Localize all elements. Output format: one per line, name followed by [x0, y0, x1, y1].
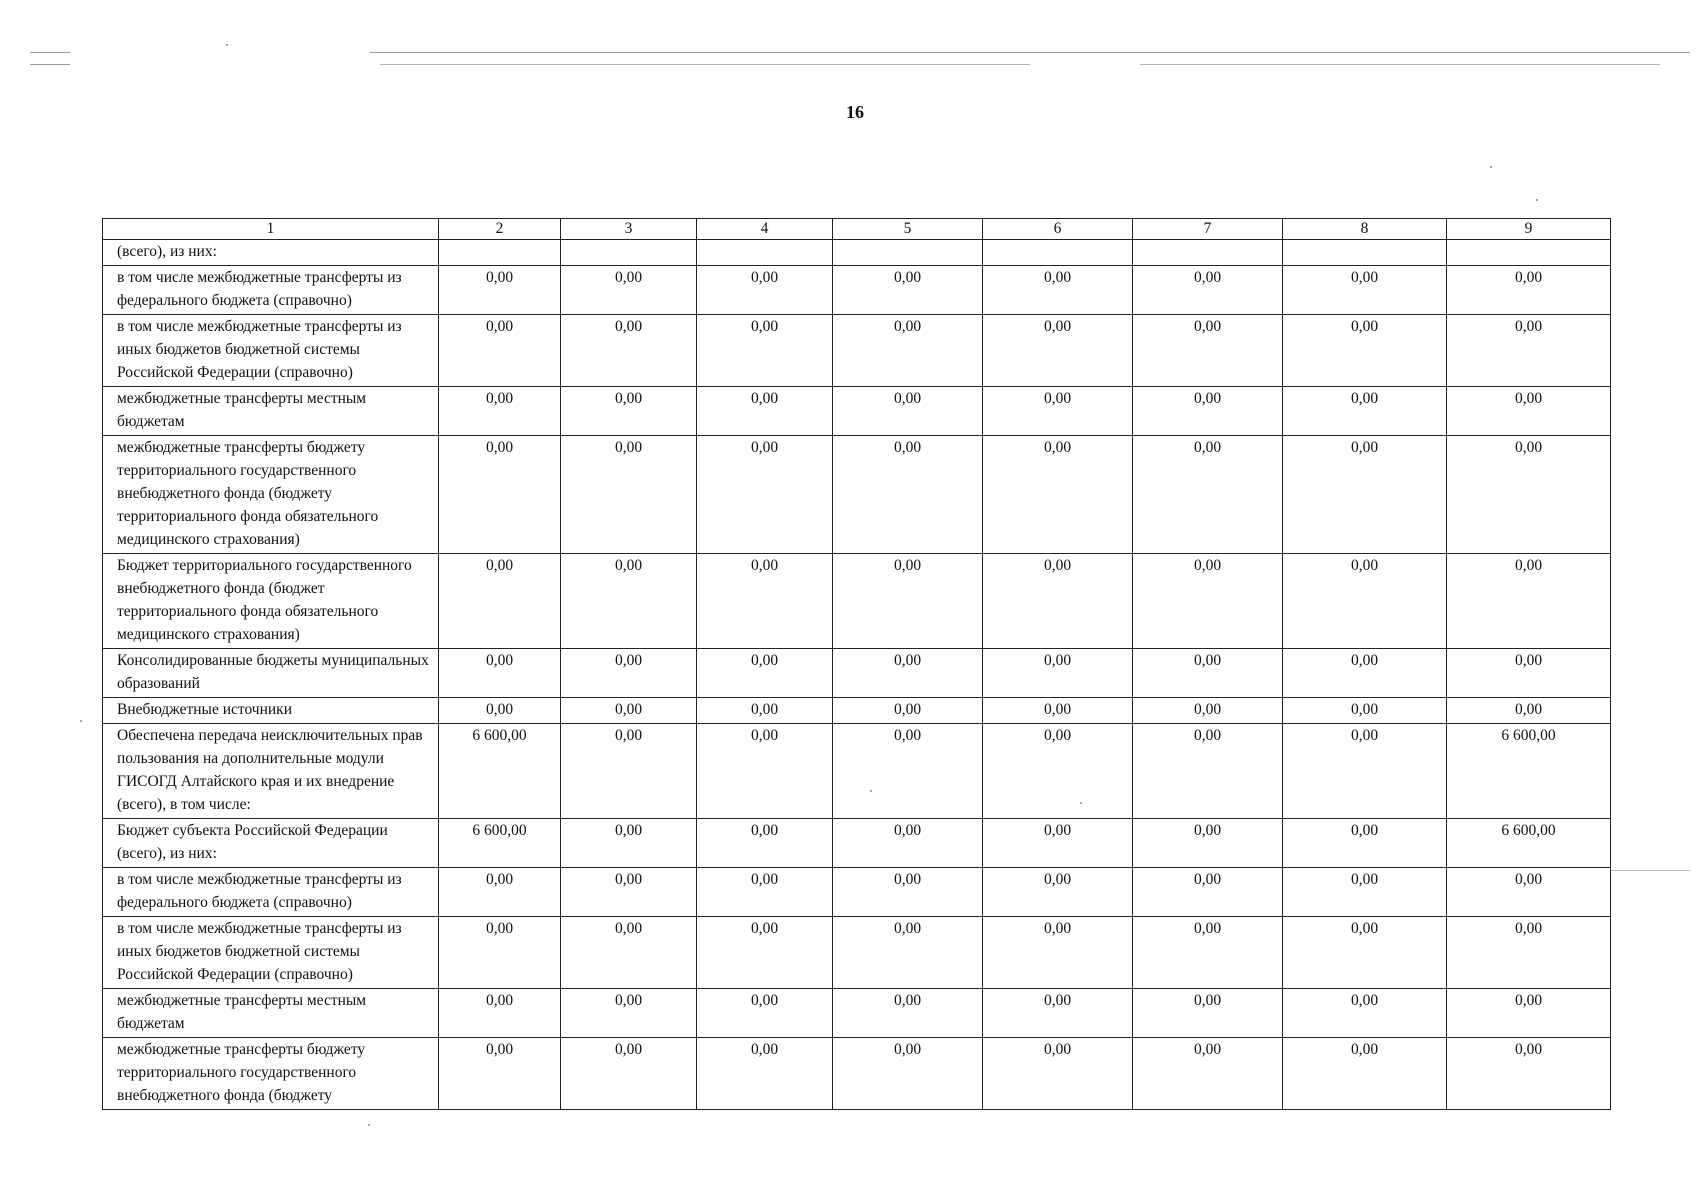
value-cell: 0,00	[1133, 819, 1283, 868]
budget-table	[102, 218, 1611, 1110]
value-cell: 0,00	[833, 1038, 983, 1110]
column-number-cell: 3	[561, 219, 697, 240]
value-cell: 0,00	[561, 436, 697, 554]
value-cell: 0,00	[697, 698, 833, 724]
value-cell: 0,00	[439, 266, 561, 315]
scan-artifact-line	[370, 52, 1690, 53]
value-cell: 0,00	[561, 315, 697, 387]
value-cell: 0,00	[833, 649, 983, 698]
value-cell: 0,00	[439, 387, 561, 436]
scan-speck	[1536, 199, 1538, 201]
value-cell: 0,00	[1133, 649, 1283, 698]
table-row	[103, 315, 1611, 387]
value-cell: 0,00	[1447, 989, 1611, 1038]
value-cell: 0,00	[561, 724, 697, 819]
column-number-cell: 1	[103, 219, 439, 240]
scan-artifact-line	[1610, 870, 1690, 871]
value-cell	[561, 240, 697, 266]
value-cell: 0,00	[561, 554, 697, 649]
value-cell: 0,00	[833, 724, 983, 819]
value-cell: 0,00	[1133, 868, 1283, 917]
value-cell: 0,00	[833, 868, 983, 917]
column-number-cell: 6	[983, 219, 1133, 240]
table-row	[103, 868, 1611, 917]
value-cell: 0,00	[1133, 724, 1283, 819]
row-label-cell: в том числе межбюджетные трансферты из иных бюджетов бюджетной системы Российской Федерации (справочно)	[103, 315, 439, 387]
value-cell: 0,00	[1447, 1038, 1611, 1110]
value-cell: 0,00	[697, 724, 833, 819]
value-cell: 0,00	[1283, 917, 1447, 989]
page-number: 16	[846, 102, 864, 122]
value-cell: 0,00	[439, 917, 561, 989]
value-cell: 0,00	[1133, 698, 1283, 724]
row-label-cell: Консолидированные бюджеты муниципальных образований	[103, 649, 439, 698]
value-cell: 0,00	[1283, 315, 1447, 387]
scan-speck	[368, 1124, 370, 1126]
value-cell: 0,00	[697, 387, 833, 436]
value-cell: 0,00	[1133, 1038, 1283, 1110]
value-cell: 0,00	[1133, 436, 1283, 554]
value-cell: 0,00	[561, 917, 697, 989]
value-cell: 6 600,00	[1447, 819, 1611, 868]
value-cell: 0,00	[983, 554, 1133, 649]
value-cell: 0,00	[1447, 436, 1611, 554]
table-row	[103, 989, 1611, 1038]
value-cell: 0,00	[1133, 554, 1283, 649]
value-cell: 0,00	[983, 1038, 1133, 1110]
table-row	[103, 819, 1611, 868]
value-cell: 0,00	[439, 1038, 561, 1110]
value-cell: 0,00	[1447, 868, 1611, 917]
table-row	[103, 240, 1611, 266]
value-cell	[1447, 240, 1611, 266]
value-cell: 0,00	[1133, 315, 1283, 387]
table-row	[103, 1038, 1611, 1110]
scan-artifact-line	[30, 52, 70, 53]
value-cell: 0,00	[1283, 266, 1447, 315]
value-cell: 0,00	[439, 698, 561, 724]
value-cell: 0,00	[1133, 989, 1283, 1038]
value-cell: 6 600,00	[439, 819, 561, 868]
value-cell: 6 600,00	[1447, 724, 1611, 819]
value-cell	[697, 240, 833, 266]
value-cell: 0,00	[833, 819, 983, 868]
row-label-cell: (всего), из них:	[103, 240, 439, 266]
value-cell: 0,00	[1133, 917, 1283, 989]
table-row	[103, 387, 1611, 436]
value-cell: 0,00	[1447, 554, 1611, 649]
column-number-cell: 5	[833, 219, 983, 240]
value-cell: 0,00	[697, 1038, 833, 1110]
value-cell: 0,00	[983, 724, 1133, 819]
value-cell: 0,00	[983, 698, 1133, 724]
value-cell: 0,00	[983, 989, 1133, 1038]
value-cell: 0,00	[1283, 724, 1447, 819]
value-cell: 0,00	[833, 315, 983, 387]
value-cell: 0,00	[561, 868, 697, 917]
value-cell: 0,00	[697, 436, 833, 554]
value-cell: 0,00	[697, 868, 833, 917]
column-number-cell: 4	[697, 219, 833, 240]
row-label-cell: в том числе межбюджетные трансферты из федерального бюджета (справочно)	[103, 868, 439, 917]
value-cell: 0,00	[833, 387, 983, 436]
value-cell: 0,00	[1283, 698, 1447, 724]
value-cell: 0,00	[439, 554, 561, 649]
value-cell: 0,00	[1283, 436, 1447, 554]
row-label-cell: Бюджет субъекта Российской Федерации (всего), из них:	[103, 819, 439, 868]
value-cell: 0,00	[1283, 989, 1447, 1038]
value-cell: 0,00	[983, 387, 1133, 436]
value-cell: 0,00	[1447, 649, 1611, 698]
value-cell: 0,00	[697, 989, 833, 1038]
scan-speck	[226, 44, 228, 46]
row-label-cell: межбюджетные трансферты местным бюджетам	[103, 387, 439, 436]
row-label-cell: Обеспечена передача неисключительных прав пользования на дополнительные модули ГИСОГД Алтайского края и их внедрение (всего), в том числе:	[103, 724, 439, 819]
value-cell: 0,00	[439, 989, 561, 1038]
value-cell: 0,00	[1283, 819, 1447, 868]
scan-artifact-line	[380, 64, 1030, 65]
table-row	[103, 554, 1611, 649]
value-cell: 0,00	[833, 554, 983, 649]
value-cell	[439, 240, 561, 266]
value-cell: 0,00	[1447, 315, 1611, 387]
value-cell: 0,00	[983, 868, 1133, 917]
value-cell: 0,00	[439, 649, 561, 698]
value-cell	[833, 240, 983, 266]
row-label-cell: Внебюджетные источники	[103, 698, 439, 724]
table-row	[103, 649, 1611, 698]
value-cell: 0,00	[697, 819, 833, 868]
value-cell: 0,00	[1133, 266, 1283, 315]
value-cell: 0,00	[1447, 917, 1611, 989]
column-number-cell: 9	[1447, 219, 1611, 240]
table-row	[103, 917, 1611, 989]
value-cell	[1283, 240, 1447, 266]
column-number-cell: 2	[439, 219, 561, 240]
value-cell: 0,00	[983, 436, 1133, 554]
value-cell: 0,00	[983, 315, 1133, 387]
value-cell: 0,00	[439, 868, 561, 917]
value-cell: 6 600,00	[439, 724, 561, 819]
table-row	[103, 698, 1611, 724]
table-row	[103, 724, 1611, 819]
row-label-cell: межбюджетные трансферты местным бюджетам	[103, 989, 439, 1038]
value-cell: 0,00	[983, 819, 1133, 868]
scan-artifact-line	[1140, 64, 1660, 65]
scan-speck	[1490, 166, 1492, 168]
value-cell: 0,00	[983, 266, 1133, 315]
value-cell: 0,00	[1447, 266, 1611, 315]
value-cell: 0,00	[1283, 868, 1447, 917]
value-cell: 0,00	[561, 1038, 697, 1110]
scan-speck	[80, 720, 82, 722]
row-label-cell: в том числе межбюджетные трансферты из иных бюджетов бюджетной системы Российской Федерации (справочно)	[103, 917, 439, 989]
value-cell: 0,00	[1133, 387, 1283, 436]
value-cell: 0,00	[561, 649, 697, 698]
value-cell: 0,00	[439, 315, 561, 387]
value-cell: 0,00	[833, 436, 983, 554]
value-cell: 0,00	[439, 436, 561, 554]
value-cell: 0,00	[833, 698, 983, 724]
value-cell: 0,00	[697, 649, 833, 698]
value-cell: 0,00	[561, 989, 697, 1038]
value-cell: 0,00	[697, 266, 833, 315]
column-number-cell: 7	[1133, 219, 1283, 240]
scan-artifact-line	[30, 64, 70, 65]
value-cell: 0,00	[833, 917, 983, 989]
column-number-row	[103, 219, 1611, 240]
value-cell: 0,00	[561, 698, 697, 724]
row-label-cell: в том числе межбюджетные трансферты из федерального бюджета (справочно)	[103, 266, 439, 315]
row-label-cell: межбюджетные трансферты бюджету территориального государственного внебюджетного фонда (бюджету	[103, 1038, 439, 1110]
value-cell: 0,00	[1447, 698, 1611, 724]
value-cell: 0,00	[1447, 387, 1611, 436]
value-cell: 0,00	[1283, 1038, 1447, 1110]
column-number-cell: 8	[1283, 219, 1447, 240]
value-cell: 0,00	[697, 554, 833, 649]
value-cell: 0,00	[833, 989, 983, 1038]
value-cell: 0,00	[983, 917, 1133, 989]
value-cell: 0,00	[983, 649, 1133, 698]
value-cell: 0,00	[561, 819, 697, 868]
value-cell: 0,00	[561, 387, 697, 436]
value-cell	[1133, 240, 1283, 266]
value-cell	[983, 240, 1133, 266]
value-cell: 0,00	[833, 266, 983, 315]
row-label-cell: Бюджет территориального государственного внебюджетного фонда (бюджет территориального фонда обязательного медицинского страхования)	[103, 554, 439, 649]
value-cell: 0,00	[1283, 387, 1447, 436]
value-cell: 0,00	[561, 266, 697, 315]
value-cell: 0,00	[697, 315, 833, 387]
table-row	[103, 266, 1611, 315]
value-cell: 0,00	[1283, 649, 1447, 698]
value-cell: 0,00	[697, 917, 833, 989]
row-label-cell: межбюджетные трансферты бюджету территориального государственного внебюджетного фонда (бюджету территориального фонда обязательного медицинского страхования)	[103, 436, 439, 554]
value-cell: 0,00	[1283, 554, 1447, 649]
table-row	[103, 436, 1611, 554]
